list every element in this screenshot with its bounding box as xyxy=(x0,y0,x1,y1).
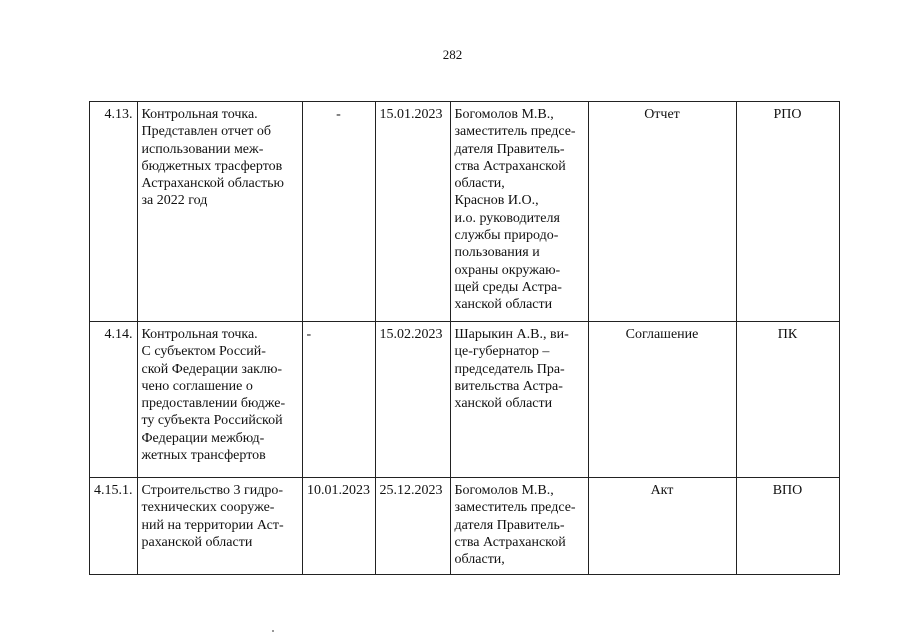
scan-artifact xyxy=(272,630,274,632)
event-description-line: чено соглашение о xyxy=(141,378,253,394)
responsible-person-line: охраны окружаю- xyxy=(454,262,561,278)
event-description-line: предоставлении бюдже- xyxy=(141,396,286,412)
event-description-line: Представлен отчет об xyxy=(141,124,272,140)
event-description xyxy=(137,322,302,478)
event-description-line: Строительство 3 гидро- xyxy=(141,483,284,498)
responsible-person xyxy=(450,322,588,478)
item-number: 4.14. xyxy=(90,322,138,478)
responsible-person-line: ханской области xyxy=(454,396,553,412)
table-row xyxy=(90,478,840,575)
responsible-person-line: области, xyxy=(454,552,505,568)
responsible-person-line: службы природо- xyxy=(454,228,559,244)
responsibility-code: РПО xyxy=(736,102,839,322)
responsible-person-line: Богомолов М.В., xyxy=(454,483,554,498)
plan-table xyxy=(89,101,840,575)
event-description-line: ний на территории Аст- xyxy=(141,517,284,533)
responsible-person xyxy=(450,102,588,322)
event-description-line: С субъектом Россий- xyxy=(141,344,266,360)
responsible-person-line: Богомолов М.В., xyxy=(454,107,554,122)
responsible-person-line: ства Астраханской xyxy=(454,534,566,550)
event-description-line: ской Федерации заклю- xyxy=(141,361,283,377)
responsible-person-line: вительства Астра- xyxy=(454,378,563,394)
event-description-line: раханской области xyxy=(141,534,253,550)
start-date: - xyxy=(302,322,375,478)
event-description-line: за 2022 год xyxy=(141,193,208,209)
responsible-person-line: председатель Пра- xyxy=(454,361,565,377)
start-date: - xyxy=(302,102,375,322)
result-document: Соглашение xyxy=(588,322,736,478)
event-description-line: бюджетных трасфертов xyxy=(141,158,283,174)
item-number: 4.13. xyxy=(90,102,138,322)
responsible-person-line: Шарыкин А.В., ви- xyxy=(454,327,569,342)
event-description-line: Астраханской областью xyxy=(141,176,284,192)
responsible-person-line: пользования и xyxy=(454,245,540,261)
event-description-line: технических сооруже- xyxy=(141,500,275,516)
responsible-person-line: области, xyxy=(454,176,505,192)
event-description-line: использовании меж- xyxy=(141,141,264,157)
responsible-person-line: заместитель предсе- xyxy=(454,124,576,140)
responsibility-code: ПК xyxy=(736,322,839,478)
responsible-person-line: дателя Правитель- xyxy=(454,141,565,157)
start-date: 10.01.2023 xyxy=(302,478,375,575)
result-document: Акт xyxy=(588,478,736,575)
end-date: 15.01.2023 xyxy=(375,102,450,322)
table-row xyxy=(90,102,840,322)
responsible-person-line: ханской области xyxy=(454,297,553,313)
event-description xyxy=(137,102,302,322)
end-date: 25.12.2023 xyxy=(375,478,450,575)
page-number: 282 xyxy=(442,47,463,62)
responsible-person-line: ства Астраханской xyxy=(454,158,566,174)
event-description-line: жетных трансфертов xyxy=(141,448,266,464)
event-description-line: Контрольная точка. xyxy=(141,107,258,122)
responsible-person-line: дателя Правитель- xyxy=(454,517,565,533)
responsibility-code: ВПО xyxy=(736,478,839,575)
responsible-person-line: заместитель предсе- xyxy=(454,500,576,516)
item-number: 4.15.1. xyxy=(90,478,138,575)
event-description-line: Федерации межбюд- xyxy=(141,430,265,446)
responsible-person xyxy=(450,478,588,575)
event-description xyxy=(137,478,302,575)
table-row xyxy=(90,322,840,478)
responsible-person-line: щей среды Астра- xyxy=(454,279,562,295)
responsible-person-line: це-губернатор – xyxy=(454,344,550,360)
responsible-person-line: Краснов И.О., xyxy=(454,193,539,209)
responsible-person-line: и.о. руководителя xyxy=(454,210,560,226)
event-description-line: Контрольная точка. xyxy=(141,327,258,342)
event-description-line: ту субъекта Российской xyxy=(141,413,283,429)
result-document: Отчет xyxy=(588,102,736,322)
end-date: 15.02.2023 xyxy=(375,322,450,478)
